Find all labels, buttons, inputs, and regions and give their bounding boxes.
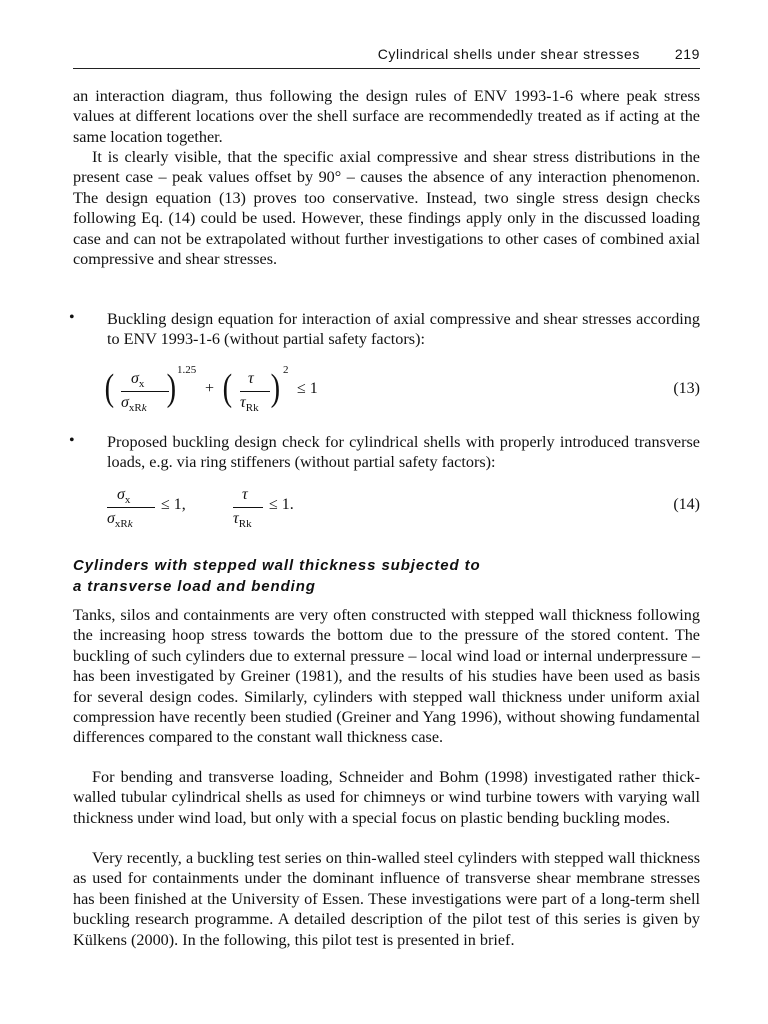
- eq14-fraction-line-2: [233, 507, 263, 508]
- eq14-numerator-tau: τ: [242, 486, 248, 503]
- bullet-item-enve-equation: Buckling design equation for interaction of axial compressive and shear stresses according to ENV 1993-1-6 (without partial safety factors):: [107, 310, 700, 349]
- eq13-plus: +: [205, 380, 215, 397]
- eq13-denominator-tau: $\tau_{Rk}$: [240, 394, 259, 415]
- eq14-rhs-1: ≤ 1,: [161, 496, 186, 513]
- eq13-exponent-1: 1.25: [177, 364, 197, 376]
- right-paren: ): [270, 367, 281, 409]
- page-number: 219: [674, 46, 700, 62]
- eq14-numerator-sigma: $\sigma_x$: [117, 486, 131, 507]
- section-heading-line-2: a transverse load and bending: [73, 578, 316, 595]
- eq13-rhs: ≤ 1: [297, 380, 318, 397]
- equation-13: [104, 364, 387, 416]
- eq13-numerator-sigma: $\sigma_x$: [131, 370, 145, 391]
- eq14-fraction-line-1: [107, 507, 155, 508]
- eq14-rhs-2: ≤ 1.: [269, 496, 294, 513]
- right-paren: ): [166, 367, 177, 409]
- running-head: [73, 46, 700, 66]
- equation-14: [107, 484, 407, 534]
- equation-number-14: (14): [673, 496, 700, 513]
- left-paren: (: [222, 367, 233, 409]
- paragraph-test-series: Very recently, a buckling test series on thin-walled steel cylinders with stepped wall thickness as used for containments under the dominant influence of transverse shear membrane stresses has been finished at the University of Essen. These investigations were part of a long-term shell buckling research programme. A detailed description of the pilot test of this series is given by Külkens (2000). In the following, this pilot test is presented in brief.: [73, 849, 700, 949]
- bullet-item-proposed-check: Proposed buckling design check for cylindrical shells with properly introduced transverse loads, e.g. via ring stiffeners (without partial safety factors):: [107, 433, 700, 472]
- running-title: Cylindrical shells under shear stresses: [377, 46, 640, 62]
- bullet-marker: •: [69, 432, 75, 449]
- paragraph-continuation: an interaction diagram, thus following the design rules of ENV 1993-1-6 where peak stress values at different locations over the shell surface are recommendedly treated as if acting at the same location together.: [73, 87, 700, 146]
- paragraph-stepped-wall: Tanks, silos and containments are very often constructed with stepped wall thickness following the increasing hoop stress towards the bottom due to the pressure of the stored content. The buckling of such cylinders due to external pressure – local wind load or internal underpressure – has been investigated by Greiner (1981), and the results of his studies have been used as basis for several design codes. Similarly, cylinders with stepped wall thickness under uniform axial compression have recently been studied (Greiner and Yang 1996), without showing fundamental differences compared to the constant wall thickness case.: [73, 606, 700, 747]
- section-heading-line-1: Cylinders with stepped wall thickness subjected to: [73, 557, 481, 574]
- eq13-fraction-line-2: [240, 391, 270, 392]
- left-paren: (: [104, 367, 115, 409]
- eq14-denominator-sigma: $\sigma_{xRk}$: [107, 510, 133, 531]
- paragraph-bending: For bending and transverse loading, Schneider and Bohm (1998) investigated rather thick-walled tubular cylindrical shells as used for chimneys or wind turbine towers with varying wall thickness under wind load, but only with a special focus on plastic bending buckling modes.: [73, 768, 700, 827]
- eq13-numerator-tau: τ: [248, 370, 254, 387]
- bullet-marker: •: [69, 309, 75, 326]
- eq13-denominator-sigma: $\sigma_{xRk}$: [121, 394, 147, 415]
- eq13-exponent-2: 2: [283, 364, 289, 376]
- section-heading: [73, 555, 700, 597]
- paragraph-interaction: It is clearly visible, that the specific axial compressive and shear stress distributions in the present case – peak values offset by 90° – causes the absence of any interaction phenomenon. The design equation (13) proves too conservative. Instead, two single stress design checks following Eq. (14) could be used. However, these findings apply only in the discussed loading case and can not be extrapolated without further investigations to other cases of combined axial compressive and shear stresses.: [73, 148, 700, 269]
- equation-number-13: (13): [673, 380, 700, 397]
- eq13-fraction-line-1: [121, 391, 169, 392]
- eq14-denominator-tau: $\tau_{Rk}$: [233, 510, 252, 531]
- header-rule: [73, 68, 700, 69]
